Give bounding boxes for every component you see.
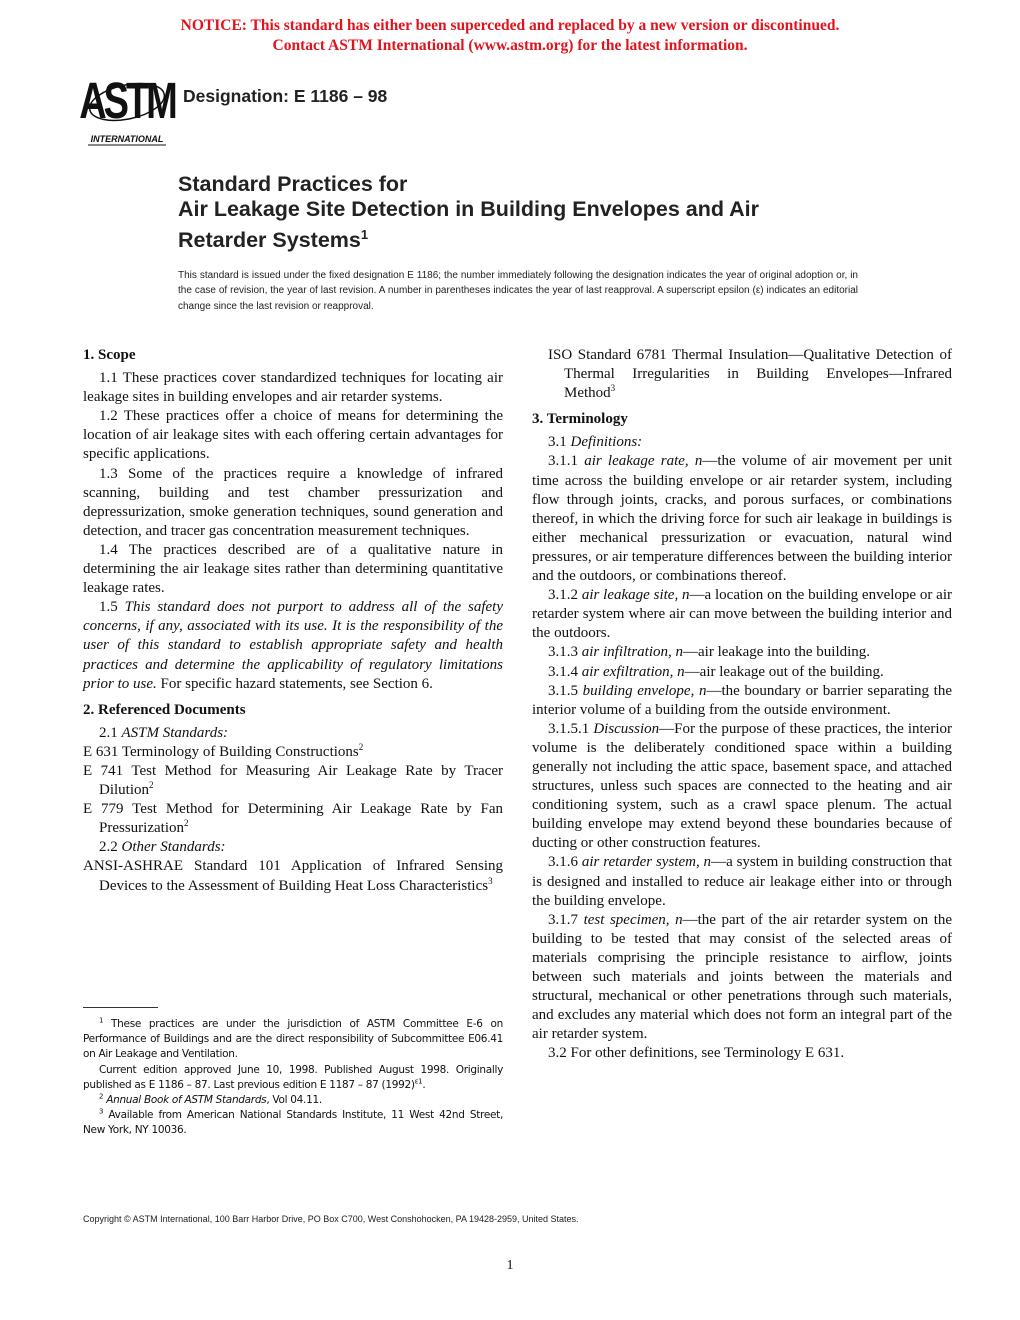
text-segment: 2.2 — [99, 839, 122, 856]
paragraph — [83, 407, 503, 464]
text-segment: This standard does not purport to address all of the safety concerns, if any, associated with its use. It is the responsibility of the user of this standard to establish appropriate safety and health practices and determine the applicability of regulatory limitations prior to use. — [83, 599, 504, 692]
text-segment: ISO Standard 6781 Thermal Insulation—Qualitative Detection of Thermal Irregularities in Building Envelopes—Infrared Method — [548, 347, 952, 402]
text-segment: air leakage site, n — [581, 587, 690, 604]
right-column — [532, 346, 952, 1063]
reference-item — [532, 346, 952, 403]
footnote-ref: 3 — [488, 875, 493, 886]
title-line-2: Air Leakage Site Detection in Building Envelopes and Air — [178, 197, 760, 221]
paragraph — [83, 724, 503, 743]
text-segment: E 779 Test Method for Determining Air Leakage Rate by Fan Pressurization — [83, 801, 503, 837]
reference-item — [83, 800, 503, 838]
text-segment: 3.1.4 — [548, 663, 582, 680]
text-segment: Definitions: — [570, 434, 643, 451]
svg-text:INTERNATIONAL: INTERNATIONAL — [90, 134, 164, 144]
text-segment: 1.1 These practices cover standardized techniques for locating air leakage sites in building envelopes and air retarder systems. — [83, 370, 503, 406]
footnote-ref: ε1 — [414, 1077, 423, 1086]
paragraph — [532, 911, 952, 1045]
footnote-ref: 2 — [149, 780, 154, 791]
text-segment: . — [422, 1078, 426, 1091]
issue-note: This standard is issued under the fixed designation E 1186; the number immediately following the designation indicates the year of original adoption or, in the case of revision, the year of last revision. A number in parentheses indicates the year of last reapproval. A superscript epsilon (ε) indicates an editorial change since the last revision or reapproval. — [178, 270, 858, 312]
text-segment: 3.1.5 — [548, 682, 583, 699]
text-segment: —air leakage out of the building. — [684, 663, 884, 680]
paragraph — [532, 586, 952, 643]
supersede-notice — [0, 16, 1020, 56]
text-segment: Available from American National Standards Institute, 11 West 42nd Street, New York, NY 10036. — [83, 1109, 503, 1137]
paragraph — [83, 369, 503, 407]
section-heading: 2. Referenced Documents — [83, 701, 246, 718]
footnote — [83, 1017, 503, 1063]
footnote-ref: 1 — [99, 1016, 104, 1025]
text-segment: —a location on the building envelope or air retarder system where air can move between the building interior and the outdoors. — [532, 587, 953, 642]
svg-text:ASTM: ASTM — [79, 71, 175, 130]
text-segment: 3.1.6 — [548, 854, 582, 871]
footnote — [83, 1108, 503, 1138]
text-segment: 1.4 The practices described are of a qualitative nature in determining the air leakage sites rather than determining quantitative leakage rates. — [83, 541, 503, 597]
text-segment: E 741 Test Method for Measuring Air Leakage Rate by Tracer Dilution — [83, 762, 503, 799]
section-heading: 3. Terminology — [532, 411, 628, 428]
text-segment: Discussion — [593, 720, 660, 737]
footnotes — [83, 1017, 503, 1139]
text-segment: 3.1.3 — [548, 644, 582, 661]
footnote-ref: 2 — [183, 818, 189, 829]
page-number: 1 — [506, 1258, 514, 1273]
text-segment: 3.1 — [548, 434, 571, 451]
section-heading: 1. Scope — [83, 347, 136, 363]
footnote — [83, 1093, 503, 1108]
text-segment: air exfiltration, n — [581, 663, 685, 680]
paragraph — [532, 663, 952, 682]
notice-line-1: NOTICE: This standard has either been superceded and replaced by a new version or discontinued. — [180, 17, 840, 34]
text-segment: —the boundary or barrier separating the interior volume of a building from the outside environment. — [532, 682, 952, 718]
text-segment: Annual Book of ASTM Standards — [106, 1094, 267, 1107]
footnote-divider — [83, 1007, 158, 1008]
text-segment: —the part of the air retarder system on the building to be tested that may consist of the selected areas of materials comprising the principle resistance to airflow, joints between such materials and joints between the materials and structural, mechanical or other penetrations through such materials, and excludes any material which does not form an integral part of the air retarder system. — [532, 911, 953, 1043]
footnote — [83, 1063, 503, 1093]
text-segment: 3.1.7 — [548, 911, 584, 928]
text-segment: ASTM Standards: — [121, 724, 229, 741]
text-segment: 2.1 — [99, 724, 122, 741]
paragraph — [532, 682, 952, 720]
text-segment: —air leakage into the building. — [683, 644, 871, 661]
text-segment: 3.1.2 — [548, 587, 582, 604]
title-footnote-ref: 1 — [360, 227, 369, 242]
paragraph — [83, 598, 503, 693]
text-segment: These practices are under the jurisdiction of ASTM Committee E-6 on Performance of Buildings and are the direct responsibility of Subcommittee E06.41 on Air Leakage and Ventilation. — [83, 1018, 503, 1061]
paragraph — [83, 465, 503, 541]
notice-line-2: Contact ASTM International (www.astm.org) for the latest information. — [272, 37, 748, 54]
left-column — [83, 346, 503, 896]
copyright: Copyright © ASTM International, 100 Barr Harbor Drive, PO Box C700, West Conshohocken, PA 19428-2959, United States. — [83, 1214, 579, 1224]
text-segment: air leakage rate, n — [584, 453, 703, 470]
paragraph — [532, 1044, 952, 1063]
text-segment: 3.1.1 — [548, 453, 585, 470]
footnote-ref: 2 — [99, 1092, 104, 1101]
title-line-3: Retarder Systems — [178, 228, 361, 253]
text-segment: air infiltration, n — [581, 644, 684, 661]
text-segment: —For the purpose of these practices, the interior volume is the deliberately conditioned space within a building generally not including the attic space, basement space, and attached structures, unless such spaces are connected to the heating and air conditioning system, such as a crawl space plenum. The actual building envelope may extend beyond these boundaries because of ducting or other construction features. — [532, 720, 953, 852]
paragraph — [532, 433, 952, 452]
footnote-ref: 3 — [610, 383, 616, 394]
text-segment: —the volume of air movement per unit time across the building envelope or air retarder system, including flow through joints, cracks, and porous surfaces, or combinations thereof, in which the driving force for such air leakage in buildings is either mechanical pressurization or evacuation, natural wind pressures, or air temperature differences between the building interior and the outdoors, or combinations thereof. — [532, 453, 952, 585]
text-segment: For specific hazard statements, see Section 6. — [156, 675, 433, 692]
reference-item — [83, 762, 503, 800]
footnote-ref: 2 — [358, 741, 364, 752]
text-segment: 3.2 For other definitions, see Terminology E 631. — [548, 1045, 845, 1062]
title-line-1: Standard Practices for — [178, 172, 408, 196]
paragraph — [532, 643, 952, 662]
text-segment: 1.3 Some of the practices require a knowledge of infrared scanning, building and test chamber pressurization and depressurization, smoke generation techniques, sound generation and detection, and tracer gas concentration measurement techniques. — [83, 465, 503, 539]
paragraph — [532, 853, 952, 910]
text-segment: air retarder system, n — [581, 854, 712, 871]
text-segment: 1.2 These practices offer a choice of means for determining the location of air leakage sites with each offering certain advantages for specific applications. — [83, 408, 503, 463]
paragraph — [532, 452, 952, 586]
text-segment: Other Standards: — [121, 839, 226, 856]
text-segment: E 631 Terminology of Building Constructions — [83, 743, 359, 760]
astm-logo — [79, 68, 175, 146]
paragraph — [83, 541, 503, 598]
paragraph — [83, 838, 503, 857]
text-segment: 3.1.5.1 — [548, 720, 594, 737]
designation: Designation: E 1186 – 98 — [183, 86, 388, 106]
document-title — [178, 172, 759, 253]
text-segment: —a system in building construction that is designed and installed to reduce air leakage either into or through the building envelope. — [532, 854, 952, 909]
text-segment: , Vol 04.11. — [266, 1094, 322, 1107]
paragraph — [532, 720, 952, 854]
reference-item — [83, 743, 503, 762]
text-segment: building envelope, n — [582, 682, 707, 699]
text-segment: ANSI-ASHRAE Standard 101 Application of Infrared Sensing Devices to the Assessment of Building Heat Loss Characteristics — [83, 858, 503, 894]
text-segment: Current edition approved June 10, 1998. Published August 1998. Originally published as E 1186 – 87. Last previous edition E 1187 – 87 (1992) — [83, 1063, 503, 1091]
footnote-ref: 3 — [99, 1107, 104, 1116]
text-segment: 1.5 — [99, 599, 125, 616]
reference-item — [83, 857, 503, 895]
text-segment: test specimen, n — [583, 911, 683, 928]
